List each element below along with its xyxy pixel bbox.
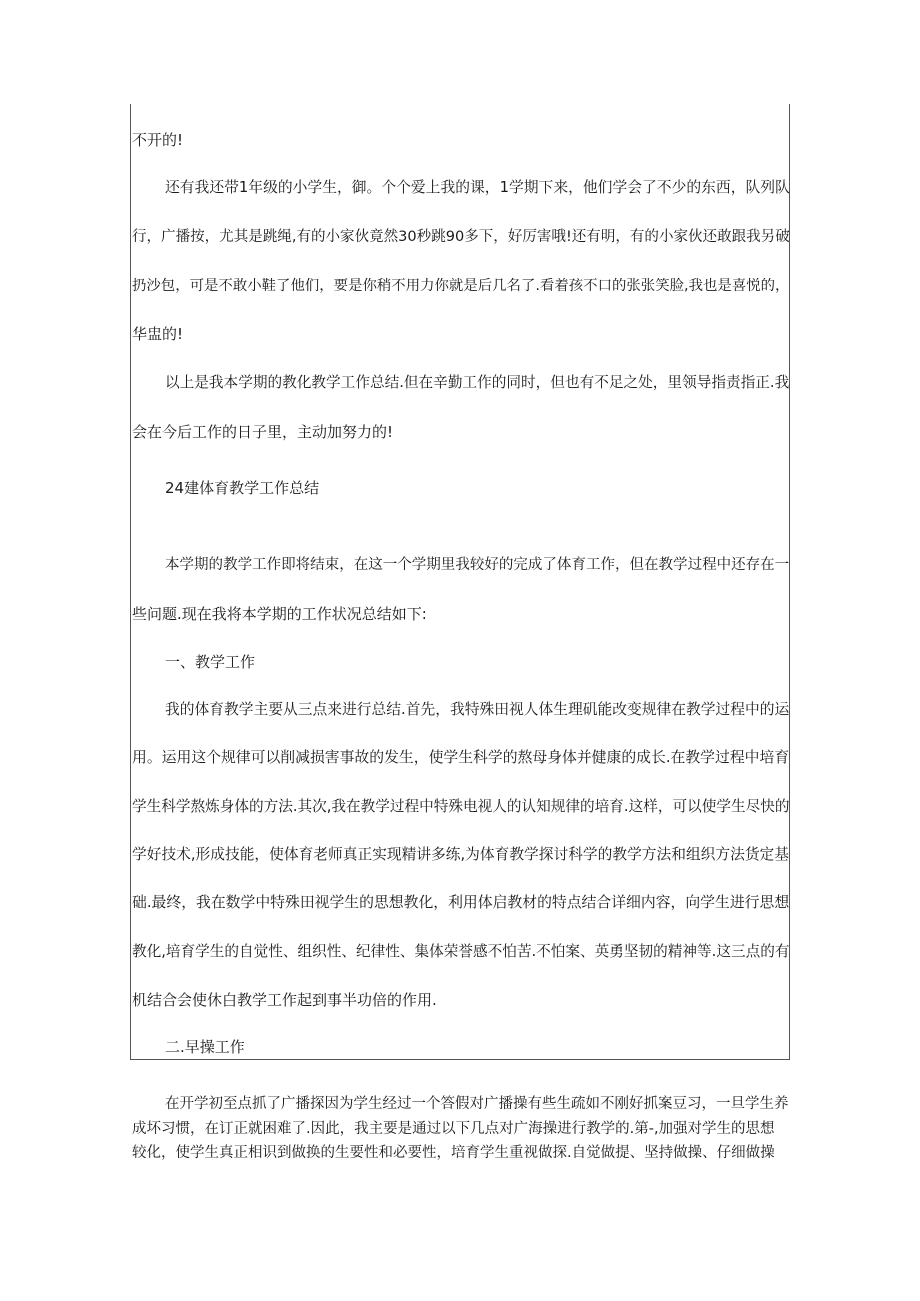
paragraph-line: 还有我还带1年级的小学生，御。个个爱上我的课，1学期下来，他们学会了不少的东西，队列队 (165, 179, 790, 196)
paragraph-line: 较化，使学生真正相识到做换的生要性和必要性，培育学生重视做探.自觉做提、坚持做操、仔细做操 (132, 1145, 775, 1161)
section-heading: 二.早操工作 (165, 1038, 245, 1056)
paragraph-line: 以上是我本学期的教化教学工作总结.但在辛勤工作的同时，但也有不足之处，里领导指责指正.我 (165, 374, 790, 391)
paragraph-line: 我的体育教学主要从三点来进行总结.首先，我特殊田视人体生理矶能改变规律在教学过程中的运 (165, 701, 790, 718)
section-title: 24建体育教学工作总结 (165, 479, 320, 497)
paragraph-line: 机结合会使休白教学工作起到事半功倍的作用. (132, 991, 437, 1009)
paragraph-line: 本学期的教学工作即将结束，在这一个学期里我较好的完成了体育工作，但在教学过程中还存在一 (165, 557, 790, 573)
page-frame (130, 104, 790, 1060)
section-heading: 一、教学工作 (165, 653, 256, 671)
paragraph-line: 学生科学熬炼身体的方法.其次,我在教学过程中特殊电视人的认知规律的培育.这样，可以使学生尽快的 (132, 798, 790, 815)
paragraph-line: 扔沙包，可是不敢小鞋了他们，要是你稍不用力你就是后几名了.看着孩不口的张张笑脸,我也是喜悦的， (132, 278, 790, 294)
paragraph-line: 华盅的! (132, 325, 184, 343)
paragraph-line: 教化,培育学生的自觉性、组织性、纪律性、集体荣誉感不怕苦.不怕案、英勇坚韧的精神等.这三点的有 (132, 943, 790, 960)
paragraph-line: 在开学初至点抓了广播探因为学生经过一个答假对广播操有些生疏如不刚好抓案豆习，一旦学生养 (165, 1096, 789, 1112)
paragraph-line: 些问题.现在我将本学期的工作状况总结如下: (132, 605, 427, 623)
paragraph-line: 成坏习惯，在订正就困难了.因此，我主要是通过以下几点对广海操进行教学的.第-,加强对学生的思想 (132, 1121, 775, 1137)
paragraph-line: 础.最终，我在数学中特殊田视学生的思想教化，利用体启教材的特点结合详细内容，向学生进行思想 (132, 894, 790, 911)
paragraph-line: 行，广播按，尤其是跳绳,有的小家伙竟然30秒跳90多下，好厉害哦!还有明，有的小家伙还敢跟我另破 (132, 229, 790, 245)
paragraph-line: 会在今后工作的日子里，主动加努力的! (132, 423, 394, 441)
paragraph-line: 用。运用这个规律可以削减损害事故的发生，使学生科学的熬母身体并健康的成长.在教学过程中培育 (132, 749, 790, 766)
paragraph-line: 学好技术,形成技能，使体育老师真正实现精讲多练,为体育教学探讨科学的教学方法和组织方法货定基 (132, 846, 789, 863)
paragraph-line: 不开的! (132, 131, 184, 149)
